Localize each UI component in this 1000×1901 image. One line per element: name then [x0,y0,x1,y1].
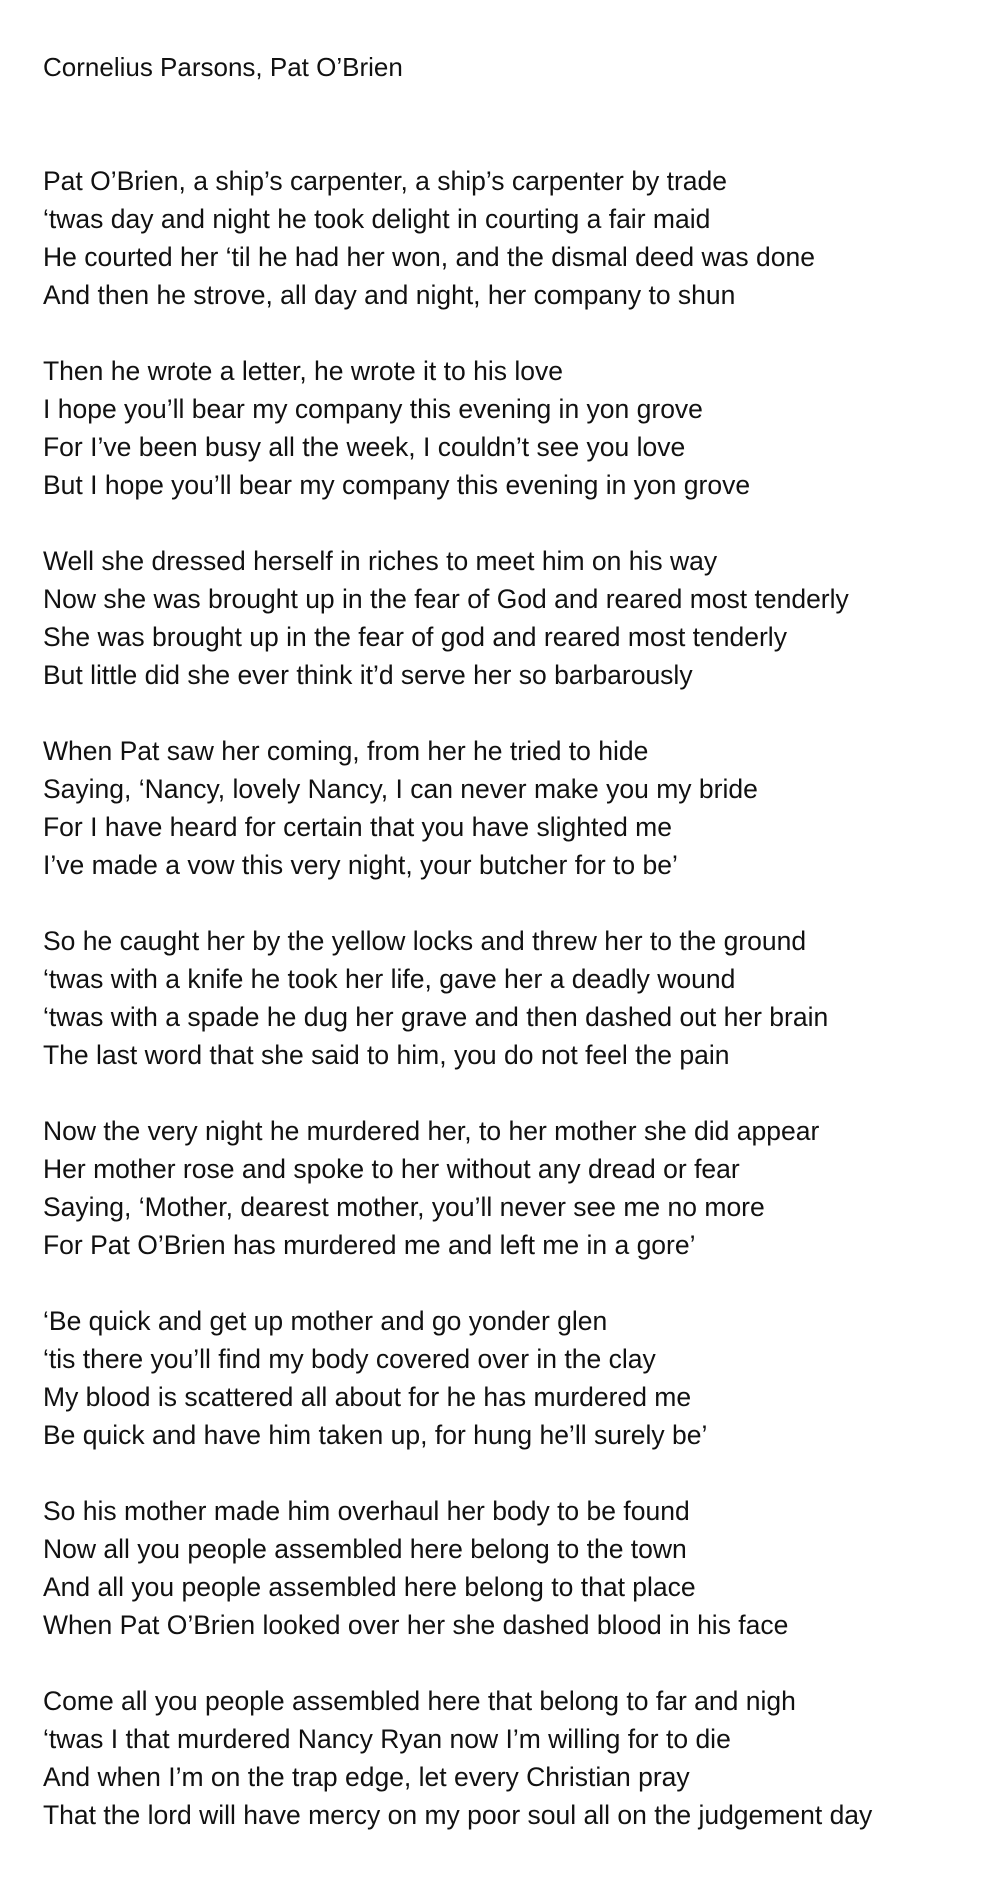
verse-line: He courted her ‘til he had her won, and the dismal deed was done [43,242,815,272]
verse-line: Saying, ‘Nancy, lovely Nancy, I can never make you my bride [43,774,758,804]
verse-line: ‘twas with a knife he took her life, gave her a deadly wound [43,964,736,994]
verse-line: For Pat O’Brien has murdered me and left me in a gore’ [43,1230,696,1260]
verse-line: When Pat O’Brien looked over her she dashed blood in his face [43,1610,789,1640]
stanza [43,1682,983,1834]
verse-line: When Pat saw her coming, from her he tried to hide [43,736,649,766]
document-title: Cornelius Parsons, Pat O’Brien [43,52,403,82]
verse-line: ‘twas I that murdered Nancy Ryan now I’m willing for to die [43,1724,731,1754]
verse-line: Now all you people assembled here belong to the town [43,1534,687,1564]
verse-line: Be quick and have him taken up, for hung he’ll surely be’ [43,1420,708,1450]
stanza [43,1492,983,1644]
verse-line: So he caught her by the yellow locks and threw her to the ground [43,926,807,956]
verse-line: My blood is scattered all about for he has murdered me [43,1382,692,1412]
verse-line: ‘Be quick and get up mother and go yonder glen [43,1306,608,1336]
stanza [43,922,983,1074]
verse-line: And then he strove, all day and night, her company to shun [43,280,736,310]
verse-line: I hope you’ll bear my company this evening in yon grove [43,394,703,424]
verse-line: I’ve made a vow this very night, your butcher for to be’ [43,850,678,880]
verse-line: ‘twas day and night he took delight in courting a fair maid [43,204,711,234]
verse-line: She was brought up in the fear of god and reared most tenderly [43,622,787,652]
stanza [43,732,983,884]
document-page [43,48,983,1872]
verse-line: So his mother made him overhaul her body to be found [43,1496,690,1526]
stanza-list [43,162,983,1834]
verse-line: Saying, ‘Mother, dearest mother, you’ll never see me no more [43,1192,765,1222]
stanza [43,542,983,694]
verse-line: That the lord will have mercy on my poor soul all on the judgement day [43,1800,873,1830]
verse-line: Well she dressed herself in riches to meet him on his way [43,546,718,576]
verse-line: But I hope you’ll bear my company this evening in yon grove [43,470,751,500]
verse-line: And all you people assembled here belong to that place [43,1572,696,1602]
verse-line: The last word that she said to him, you do not feel the pain [43,1040,730,1070]
verse-line: Her mother rose and spoke to her without any dread or fear [43,1154,740,1184]
verse-line: ‘tis there you’ll find my body covered over in the clay [43,1344,656,1374]
verse-line: For I have heard for certain that you have slighted me [43,812,672,842]
stanza [43,162,983,314]
verse-line: For I’ve been busy all the week, I couldn’t see you love [43,432,686,462]
verse-line: Come all you people assembled here that belong to far and nigh [43,1686,796,1716]
verse-line: Now the very night he murdered her, to her mother she did appear [43,1116,820,1146]
verse-line: Then he wrote a letter, he wrote it to his love [43,356,563,386]
verse-line: Now she was brought up in the fear of God and reared most tenderly [43,584,849,614]
stanza [43,352,983,504]
stanza [43,1112,983,1264]
verse-line: And when I’m on the trap edge, let every Christian pray [43,1762,690,1792]
verse-line: But little did she ever think it’d serve her so barbarously [43,660,693,690]
stanza [43,1302,983,1454]
verse-line: Pat O’Brien, a ship’s carpenter, a ship’s carpenter by trade [43,166,727,196]
verse-line: ‘twas with a spade he dug her grave and then dashed out her brain [43,1002,829,1032]
